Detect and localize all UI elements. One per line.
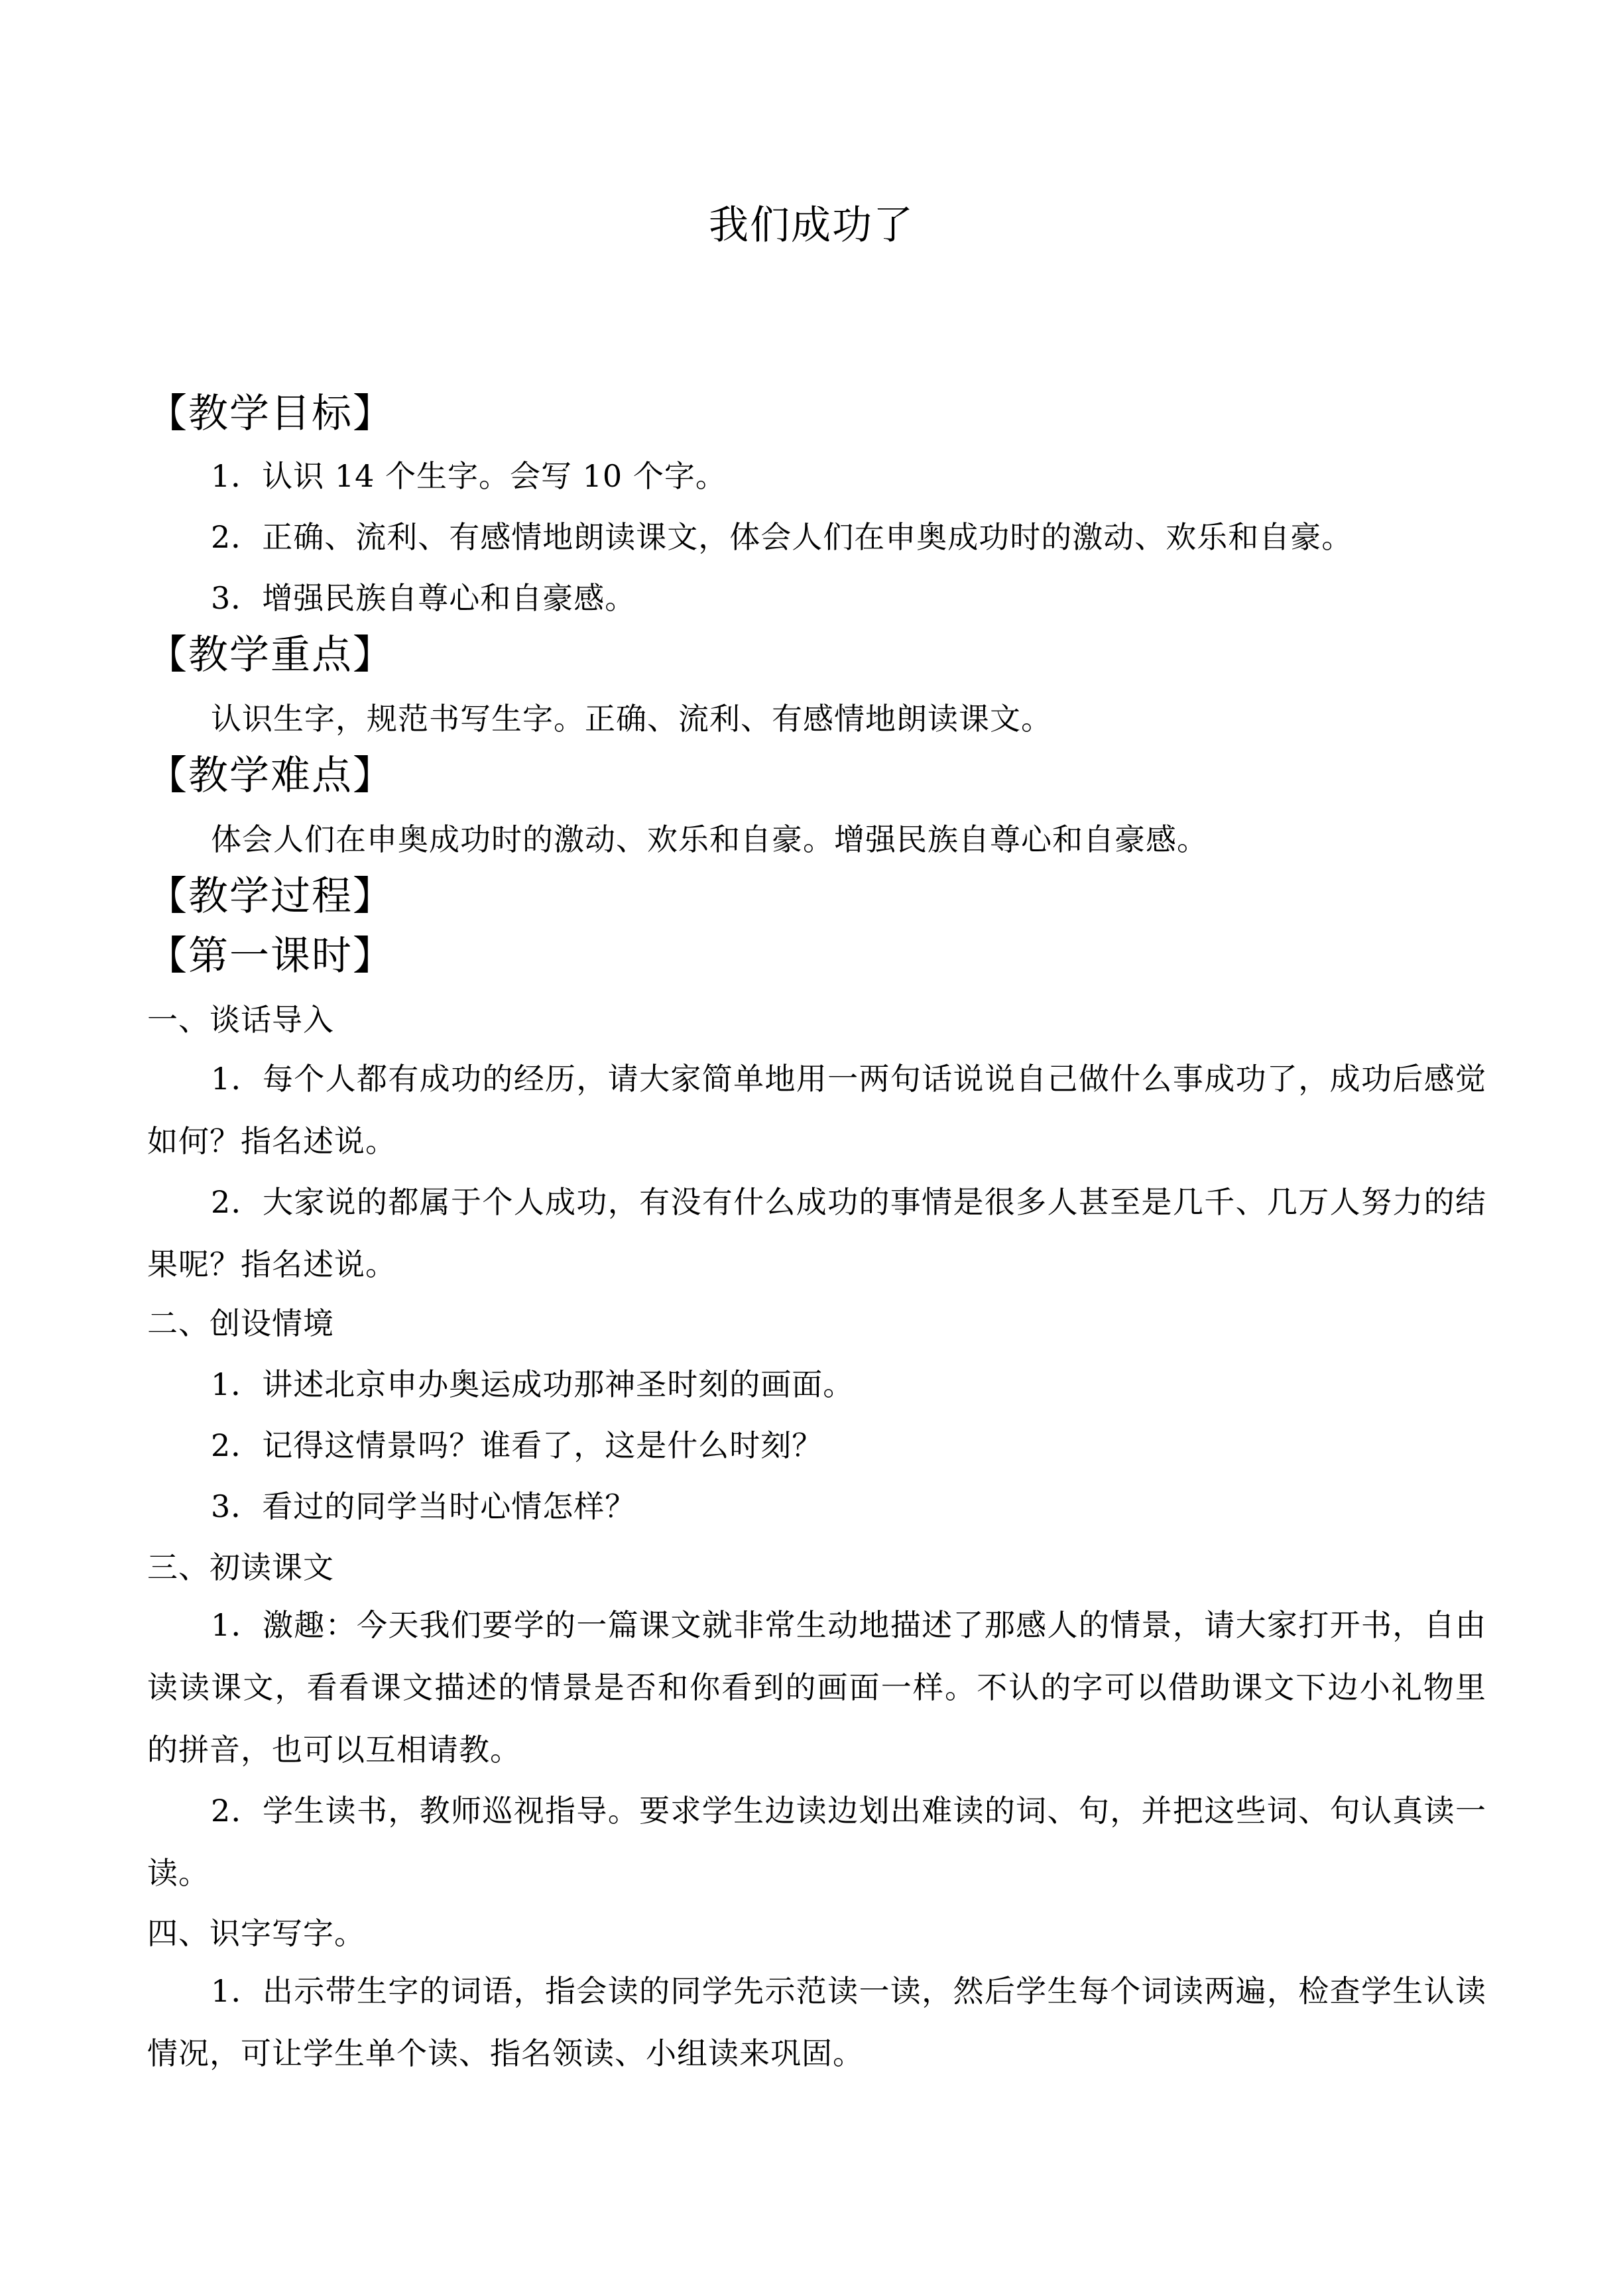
difficulties-heading: 【教学难点】: [147, 753, 394, 799]
objective-item: 1．认识 14 个生字。会写 10 个字。: [211, 458, 727, 494]
document-title: 我们成功了: [709, 202, 914, 249]
objective-item: 3．增强民族自尊心和自豪感。: [211, 580, 636, 616]
key-points-heading: 【教学重点】: [147, 632, 394, 678]
part2-item: 2．记得这情景吗？谁看了，这是什么时刻？: [211, 1427, 823, 1463]
objectives-heading: 【教学目标】: [147, 391, 394, 437]
objective-item: 2．正确、流利、有感情地朗读课文，体会人们在申奥成功时的激动、欢乐和自豪。: [211, 519, 1353, 555]
part2-item: 1．讲述北京申办奥运成功那神圣时刻的画面。: [211, 1366, 855, 1402]
part1-item: 1．每个人都有成功的经历，请大家简单地用一两句话说说自己做什么事成功了，成功后感觉如何？指名述说。: [147, 1061, 1486, 1159]
part4-item: 1．出示带生字的词语，指会读的同学先示范读一读，然后学生每个词读两遍，检查学生认读情况，可让学生单个读、指名领读、小组读来巩固。: [147, 1973, 1486, 2071]
part3-item: 2．学生读书，教师巡视指导。要求学生边读边划出难读的词、句，并把这些词、句认真读一读。: [147, 1793, 1486, 1891]
difficulties-text: 体会人们在申奥成功时的激动、欢乐和自豪。增强民族自尊心和自豪感。: [211, 821, 1208, 857]
part3-title: 三、初读课文: [147, 1549, 334, 1585]
part3-item: 1．激趣：今天我们要学的一篇课文就非常生动地描述了那感人的情景，请大家打开书，自由读读课文，看看课文描述的情景是否和你看到的画面一样。不认的字可以借助课文下边小礼物里的拼音，也可以互相请教。: [147, 1607, 1486, 1768]
part1-item: 2．大家说的都属于个人成功，有没有什么成功的事情是很多人甚至是几千、几万人努力的结果呢？指名述说。: [147, 1184, 1486, 1282]
part1-title: 一、谈话导入: [147, 1002, 334, 1038]
lesson1-heading: 【第一课时】: [147, 933, 394, 979]
part2-item: 3．看过的同学当时心情怎样？: [211, 1488, 636, 1524]
key-points-text: 认识生字，规范书写生字。正确、流利、有感情地朗读课文。: [211, 701, 1052, 737]
part2-title: 二、创设情境: [147, 1305, 334, 1341]
process-heading: 【教学过程】: [147, 873, 394, 920]
part4-title: 四、识字写字。: [147, 1915, 365, 1951]
